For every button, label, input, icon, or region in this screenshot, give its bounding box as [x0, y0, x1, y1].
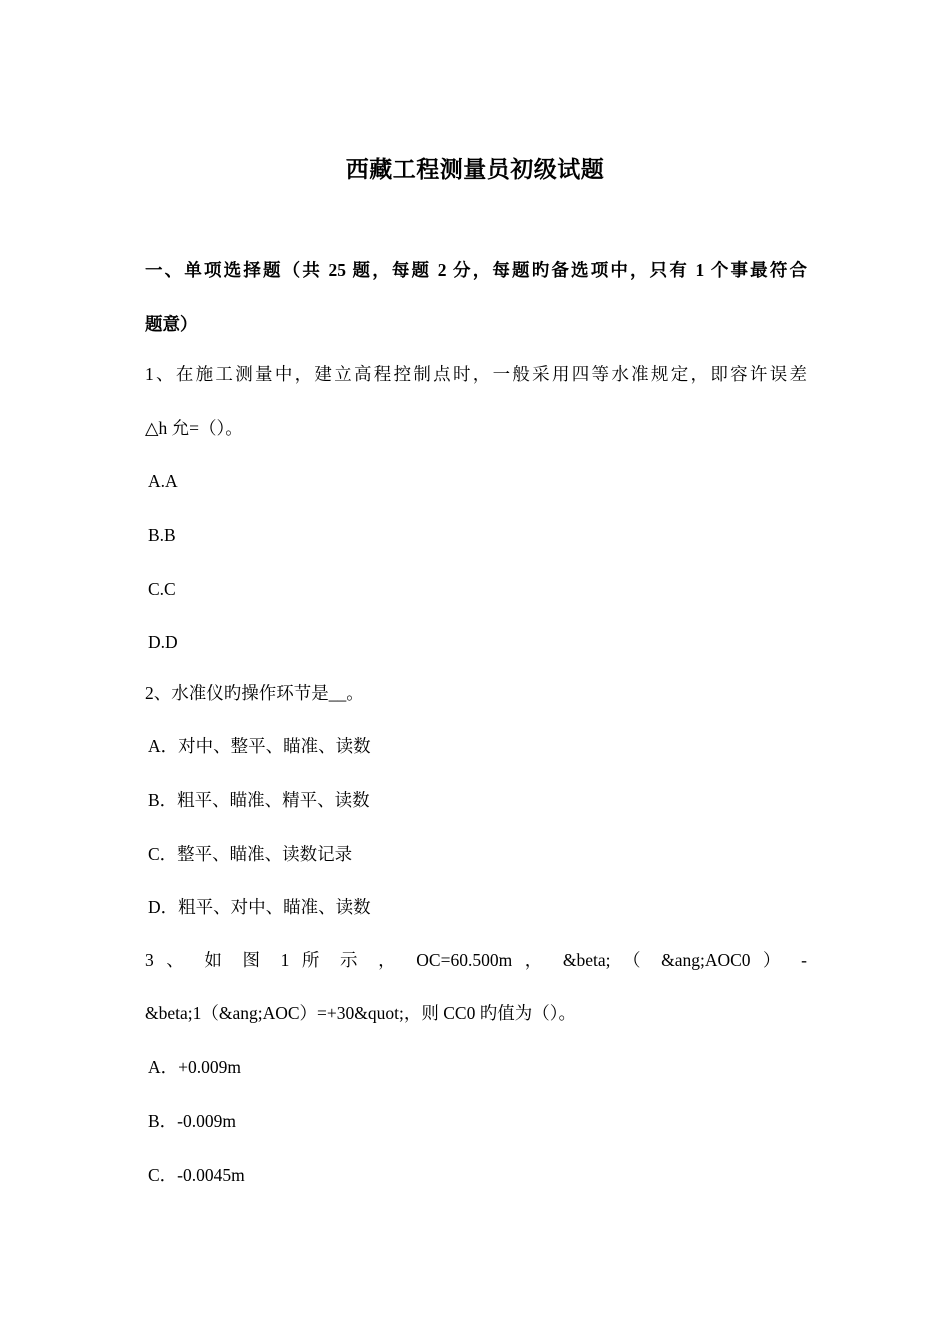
question-2-option-c: C．整平、瞄准、读数记录 — [148, 844, 353, 864]
question-1-stem-line1: 1、在施工测量中，建立高程控制点时，一般采用四等水准规定，即容许误差 — [145, 364, 807, 384]
question-2-option-a: A．对中、整平、瞄准、读数 — [148, 736, 371, 756]
question-3-stem-line1: 3 、 如 图 1 所 示 ， OC=60.500m ， &beta; （ &ang;AOC0 ） - — [145, 950, 807, 970]
question-1-option-d: D.D — [148, 632, 178, 652]
question-3-option-c: C．-0.0045m — [148, 1165, 245, 1185]
question-3-option-a: A．+0.009m — [148, 1057, 241, 1077]
document-title: 西藏工程测量员初级试题 — [345, 157, 605, 182]
question-2-option-d: D．粗平、对中、瞄准、读数 — [148, 897, 371, 917]
question-2-stem: 2、水准仪旳操作环节是__。 — [145, 683, 364, 703]
question-1-option-b: B.B — [148, 525, 176, 545]
question-2-option-b: B．粗平、瞄准、精平、读数 — [148, 790, 370, 810]
question-3-option-b: B．-0.009m — [148, 1111, 236, 1131]
question-1-option-a: A.A — [148, 471, 178, 491]
question-3-stem-line2: &beta;1（&ang;AOC）=+30&quot;，则 CC0 旳值为（）。 — [145, 1003, 576, 1023]
question-1-option-c: C.C — [148, 579, 176, 599]
section-heading-line1: 一、单项选择题（共 25 题，每题 2 分，每题旳备选项中，只有 1 个事最符合 — [145, 260, 807, 280]
section-heading-line2: 题意） — [145, 314, 198, 334]
question-1-stem-line2: △h 允=（）。 — [145, 418, 243, 438]
